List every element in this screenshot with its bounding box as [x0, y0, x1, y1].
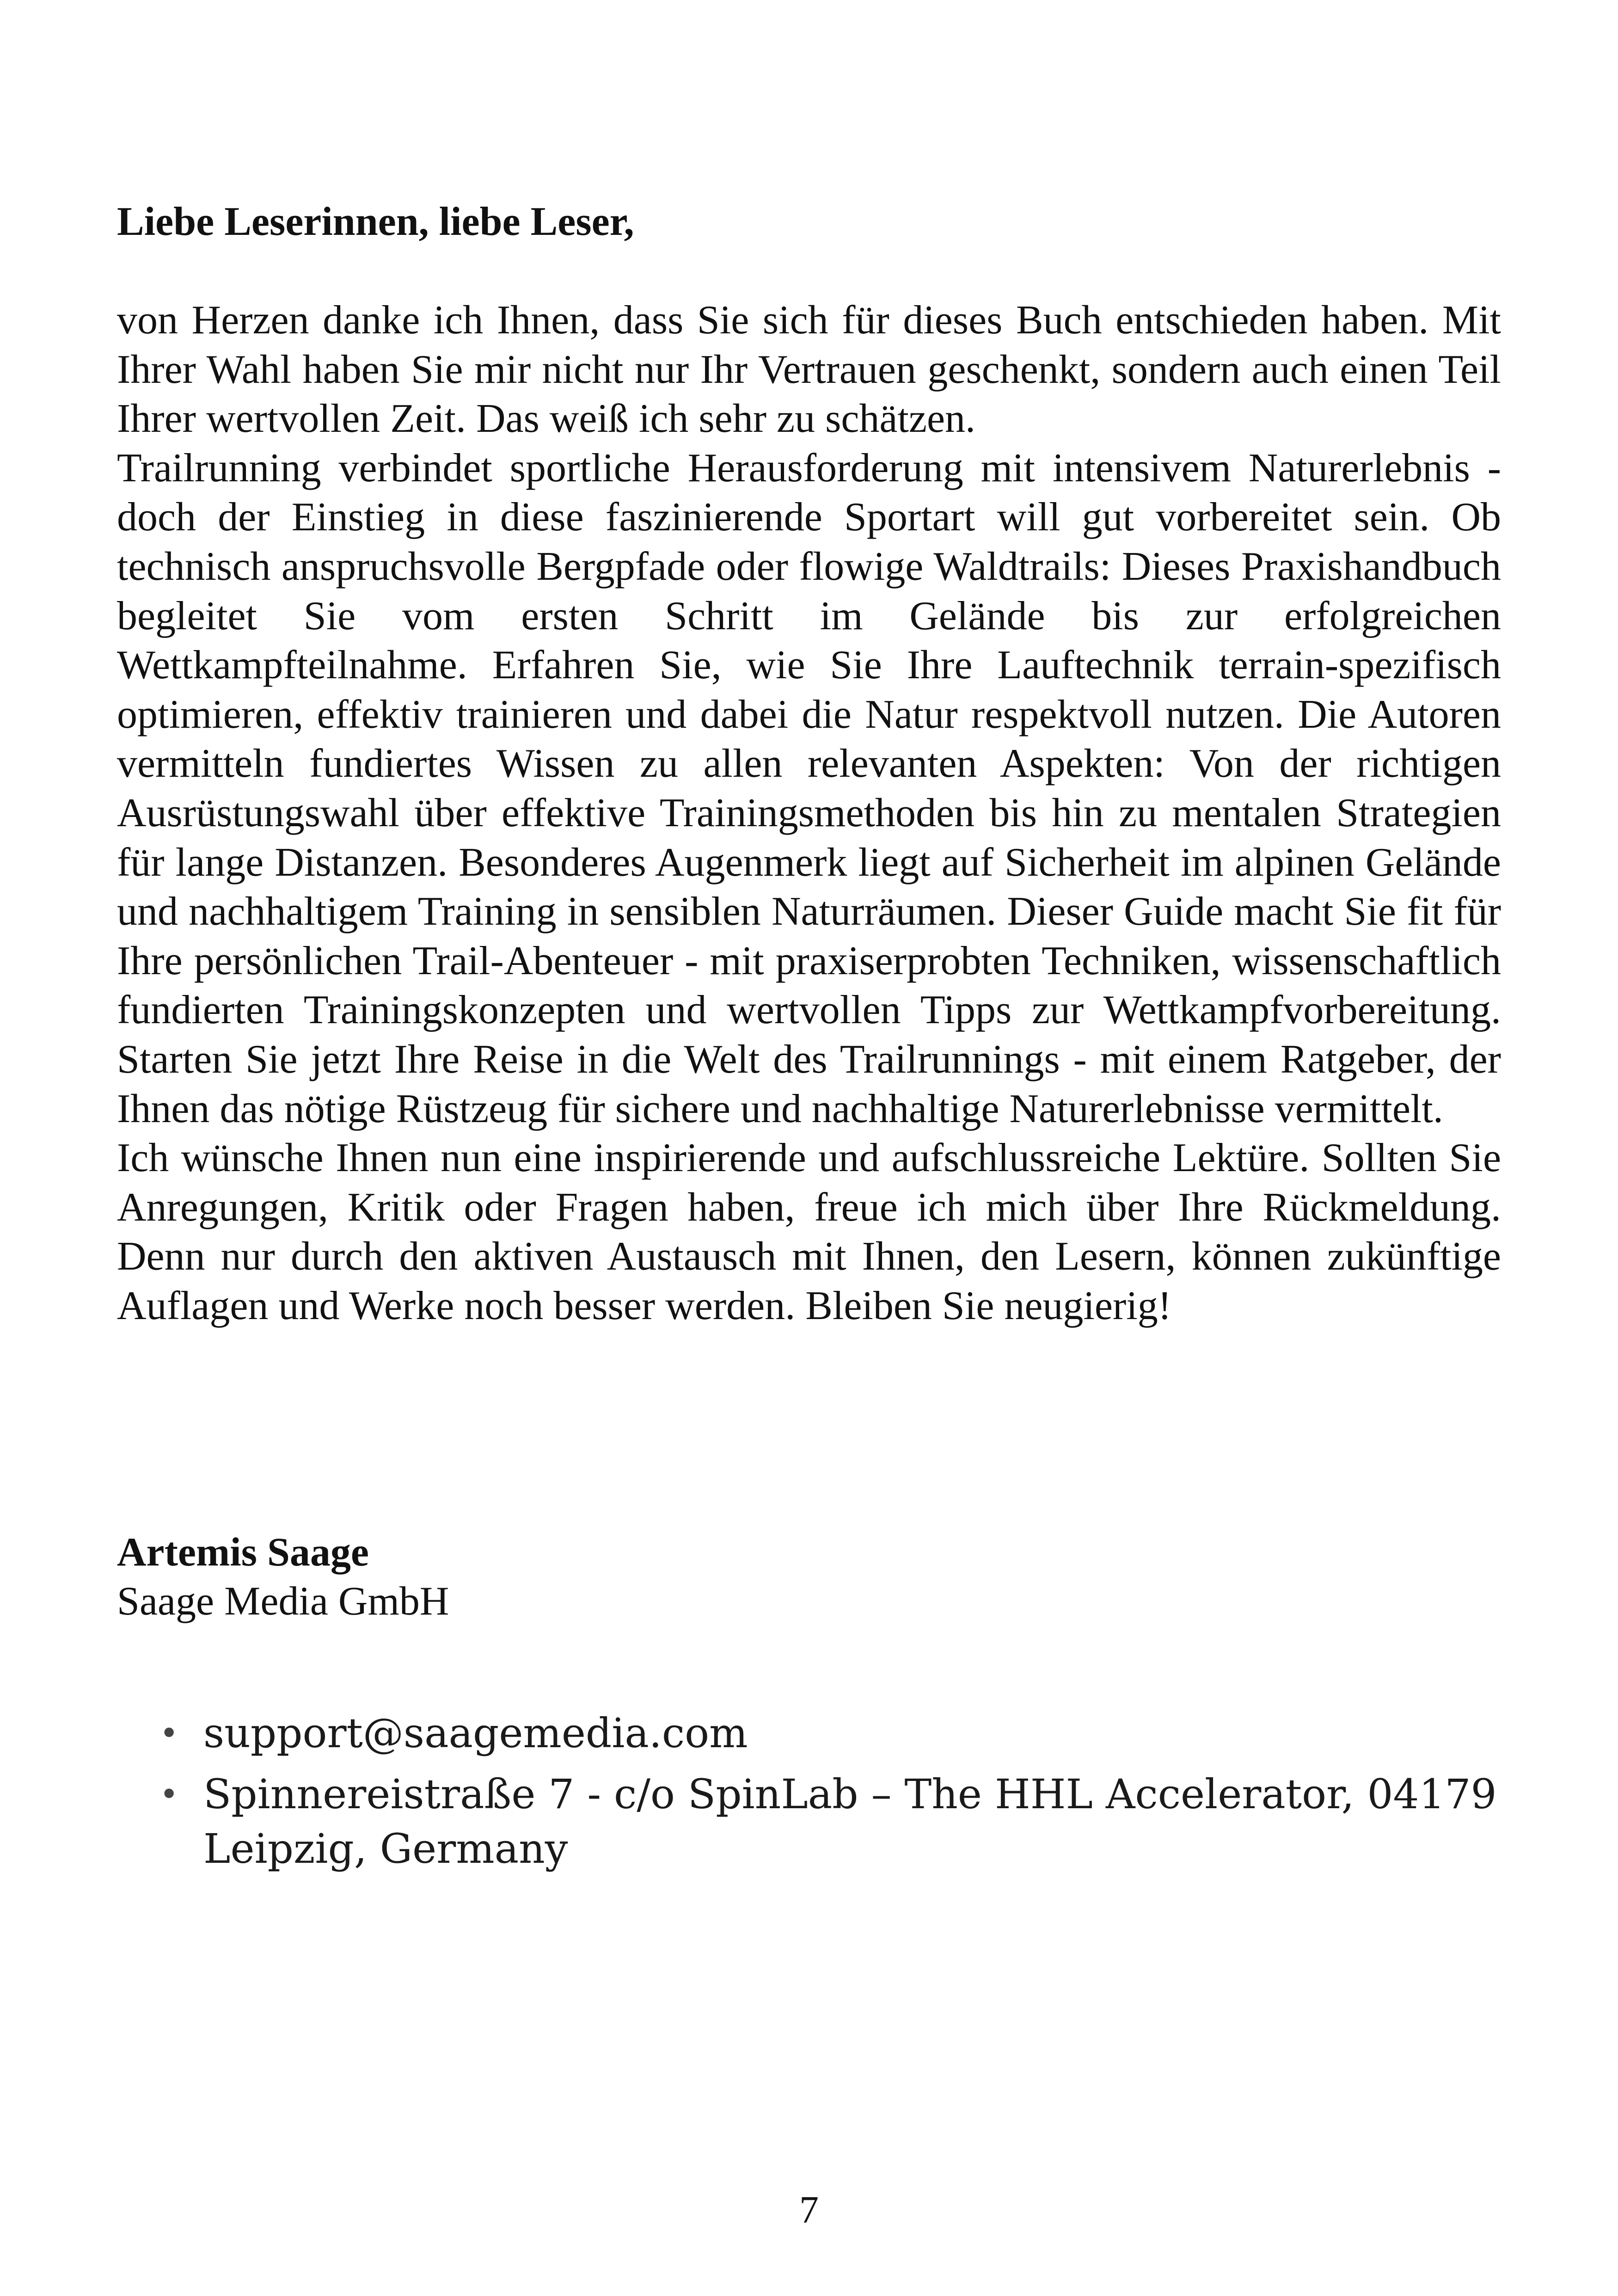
company-name: Saage Media GmbH	[117, 1579, 449, 1624]
contact-email[interactable]: support@saagemedia.com	[203, 1709, 748, 1757]
bullet-icon: •	[159, 1775, 179, 1813]
signature-block	[117, 1528, 1501, 1626]
paragraph-closing-wishes: Ich wünsche Ihnen nun eine inspirierende und aufschlussreiche Lektüre. Sollten Sie Anregungen, Kritik oder Fragen haben, freue ich mich über Ihre Rückmeldung. Denn nur durch den aktiven Austausch mit Ihnen, den Lesern, können zukünftige Auflagen und Werke noch besser werden. Bleiben Sie neugierig!	[117, 1136, 1501, 1328]
page-number: 7	[799, 2188, 819, 2231]
paragraph-thanks: von Herzen danke ich Ihnen, dass Sie sich für dieses Buch entschieden haben. Mit Ihrer Wahl haben Sie mir nicht nur Ihr Vertrauen geschenkt, sondern auch einen Teil Ihrer wertvollen Zeit. Das weiß ich sehr zu schätzen.	[117, 298, 1501, 442]
greeting-heading: Liebe Leserinnen, liebe Leser,	[117, 199, 634, 244]
contact-item-address	[159, 1767, 1500, 1876]
paragraph-book-description: Trailrunning verbindet sportliche Herausforderung mit intensivem Naturerlebnis - doch der Einstieg in diese faszinierende Sportart will gut vorbereitet sein. Ob technisch anspruchsvolle Bergpfade oder flowige Waldtrails: Dieses Praxishandbuch begleitet Sie vom ersten Schritt im Gelände bis zur erfolgreichen Wettkampfteilnahme. Erfahren Sie, wie Sie Ihre Lauftechnik terrain-spezifisch optimieren, effektiv trainieren und dabei die Natur respektvoll nutzen. Die Autoren vermitteln fundiertes Wissen zu allen relevanten Aspekten: Von der richtigen Ausrüstungswahl über effektive Trainingsmethoden bis hin zu mentalen Strategien für lange Distanzen. Besonderes Augenmerk liegt auf Sicherheit im alpinen Gelände und nachhaltigem Training in sensiblen Naturräumen. Dieser Guide macht Sie fit für Ihre persönlichen Trail-Abenteuer - mit praxiserprobten Techniken, wissenschaftlich fundierten Trainingskonzepten und wertvollen Tipps zur Wettkampfvorbereitung. Starten Sie jetzt Ihre Reise in die Welt des Trailrunnings - mit einem Ratgeber, der Ihnen das nötige Rüstzeug für sichere und nachhaltige Naturerlebnisse vermittelt.	[117, 445, 1501, 1131]
contact-address: Spinnereistraße 7 - c/o SpinLab – The HHL Accelerator, 04179 Leipzig, Germany	[203, 1770, 1497, 1872]
contact-item-email	[159, 1706, 1500, 1761]
author-name: Artemis Saage	[117, 1530, 369, 1575]
letter-body	[117, 296, 1501, 1331]
contact-list	[159, 1706, 1500, 1883]
bullet-icon: •	[159, 1714, 179, 1752]
